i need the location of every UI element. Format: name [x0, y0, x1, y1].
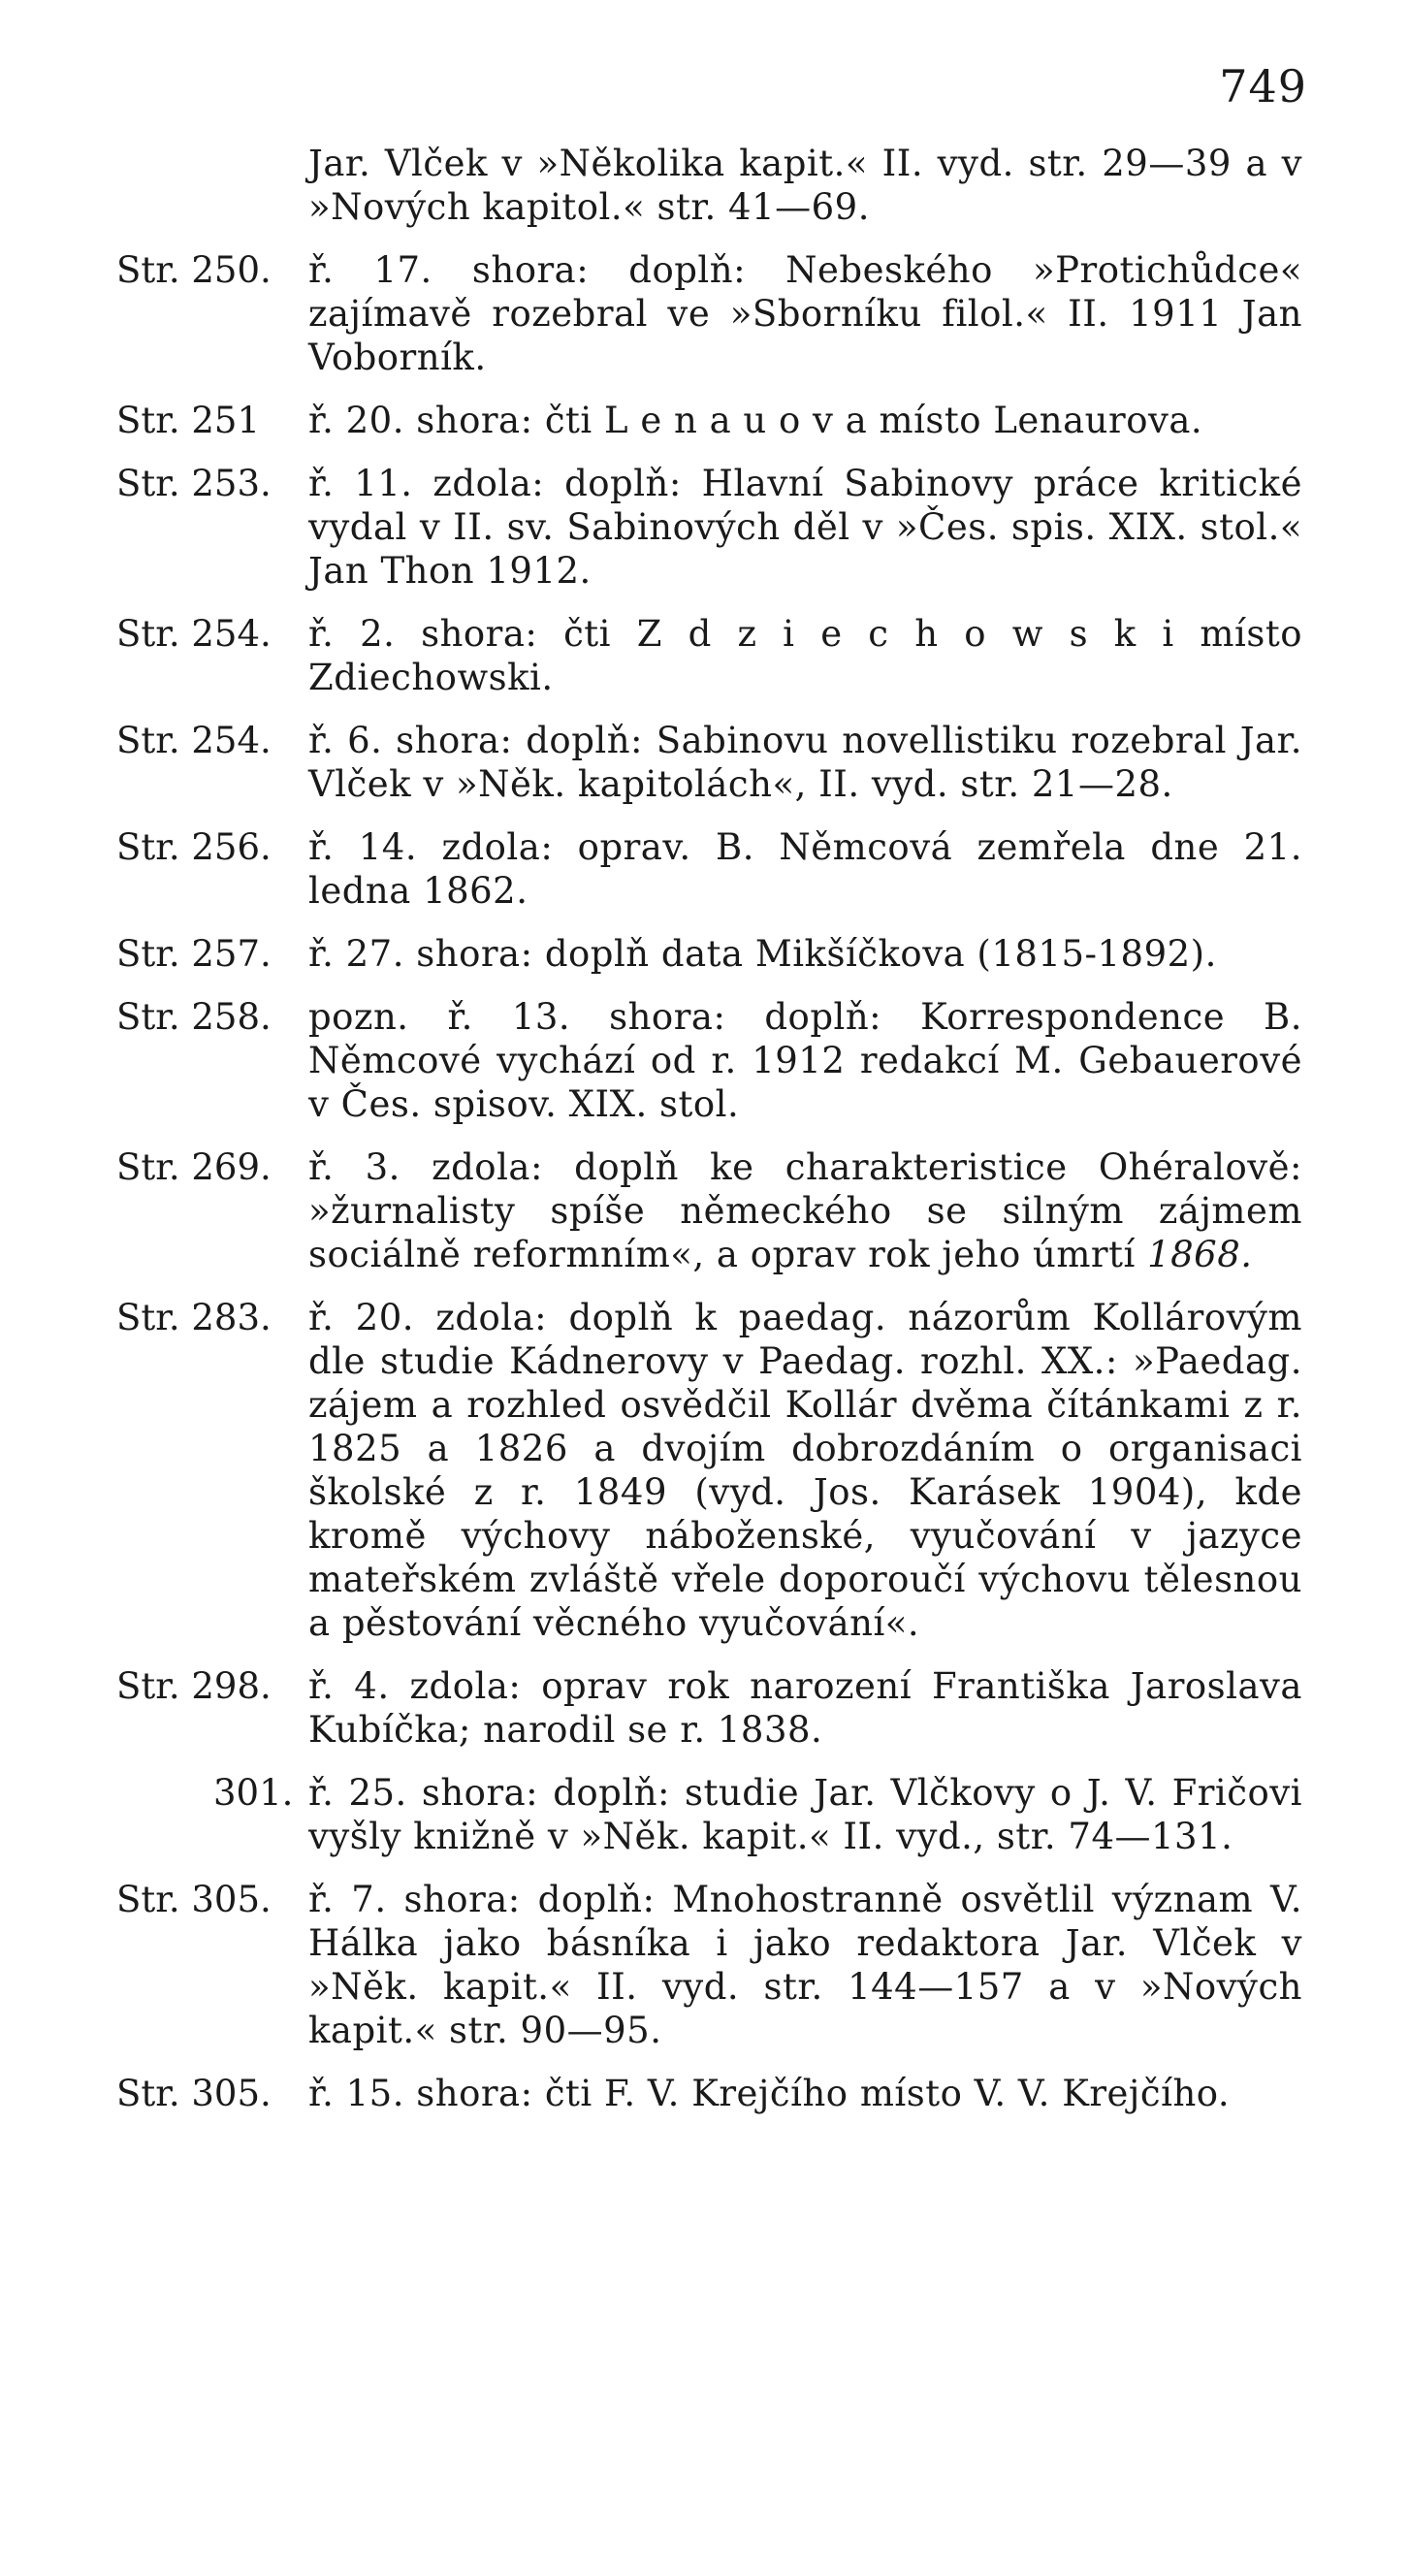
entry-label: Str. 254.	[116, 720, 272, 761]
errata-entry	[0, 719, 1409, 806]
errata-entry	[0, 1296, 1409, 1645]
errata-entry	[0, 399, 1409, 442]
entry-text: ř. 27. shora: doplň data Mikšíčkova (1815-1892).	[308, 933, 1217, 975]
entry-text	[308, 1145, 1302, 1276]
entry-label: Str. 305.	[116, 1879, 272, 1920]
entry-label: Str. 257.	[116, 933, 272, 975]
entry-label: Str. 250.	[116, 249, 272, 291]
entry-label: Str. 253.	[116, 463, 272, 504]
entry-label: Str. 254.	[116, 613, 272, 655]
entry-text: ř. 7. shora: doplň: Mnohostranně osvětlil význam V. Hálka jako básníka i jako redaktora Jar. Vlček v »Něk. kapit.« II. vyd. str. 144—157 a v »Nových kapit.« str. 90—95.	[308, 1879, 1302, 2051]
entry-label: Str. 305.	[116, 2073, 272, 2114]
entry-label: Str. 251	[116, 400, 260, 441]
page-number: 749	[1219, 60, 1307, 113]
errata-entry	[0, 2072, 1409, 2115]
entry-text: ř. 17. shora: doplň: Nebeského »Protichůdce« zajímavě rozebral ve »Sborníku filol.« II. 1911 Jan Voborník.	[308, 249, 1302, 378]
errata-entry	[0, 1664, 1409, 1752]
errata-entry	[0, 248, 1409, 379]
errata-list	[0, 142, 1409, 2135]
entry-label: Str. 298.	[116, 1665, 272, 1707]
errata-entry	[0, 1145, 1409, 1276]
entry-label: Str. 258.	[116, 996, 272, 1038]
entry-label: 301.	[213, 1772, 294, 1814]
entry-label: Str. 269.	[116, 1146, 272, 1188]
errata-entry	[0, 462, 1409, 593]
entry-text: ř. 11. zdola: doplň: Hlavní Sabinovy práce kritické vydal v II. sv. Sabinových děl v »Čes. spis. XIX. stol.« Jan Thon 1912.	[308, 463, 1302, 592]
entry-text: ř. 15. shora: čti F. V. Krejčího místo V. V. Krejčího.	[308, 2073, 1231, 2114]
entry-label: Str. 283.	[116, 1297, 272, 1338]
entry-text-main: ř. 3. zdola: doplň ke charakteristice Ohéralově: »žurnalisty spíše německého se silným zájmem sociálně reformním«, a oprav rok jeho úmrtí	[308, 1146, 1302, 1275]
entry-label: Str. 256.	[116, 826, 272, 868]
entry-text-italic-year: 1868.	[1147, 1234, 1253, 1275]
entry-text: ř. 6. shora: doplň: Sabinovu novellistiku rozebral Jar. Vlček v »Něk. kapitolách«, II. vyd. str. 21—28.	[308, 720, 1302, 805]
errata-entry	[0, 1878, 1409, 2052]
entry-text: ř. 20. shora: čti L e n a u o v a místo Lenaurova.	[308, 400, 1203, 441]
entry-text: ř. 2. shora: čti Z d z i e c h o w s k i místo Zdiechowski.	[308, 613, 1302, 698]
errata-entry	[0, 932, 1409, 976]
errata-entry	[0, 1771, 1409, 1858]
entry-text: ř. 20. zdola: doplň k paedag. názorům Kollárovým dle studie Kádnerovy v Paedag. rozhl. XX.: »Paedag. zájem a rozhled osvědčil Kollár dvěma čítánkami z r. 1825 a 1826 a dvojím dobrozdáním o organisaci školské z r. 1849 (vyd. Jos. Karásek 1904), kde kromě výchovy náboženské, vyučování v jazyce mateřském zvláště vřele doporoučí výchovu tělesnou a pěstování věcného vyučování«.	[308, 1297, 1302, 1644]
errata-entry	[0, 142, 1409, 229]
entry-text: ř. 4. zdola: oprav rok narození Františka Jaroslava Kubíčka; narodil se r. 1838.	[308, 1665, 1302, 1751]
entry-text: pozn. ř. 13. shora: doplň: Korrespondence B. Němcové vychází od r. 1912 redakcí M. Gebauerové v Čes. spisov. XIX. stol.	[308, 996, 1302, 1125]
errata-entry	[0, 612, 1409, 699]
errata-entry	[0, 995, 1409, 1126]
entry-text: Jar. Vlček v »Několika kapit.« II. vyd. str. 29—39 a v »Nových kapitol.« str. 41—69.	[308, 143, 1302, 228]
entry-text: ř. 14. zdola: oprav. B. Němcová zemřela dne 21. ledna 1862.	[308, 826, 1302, 912]
errata-entry	[0, 825, 1409, 913]
entry-text: ř. 25. shora: doplň: studie Jar. Vlčkovy o J. V. Fričovi vyšly knižně v »Něk. kapit.« II. vyd., str. 74—131.	[308, 1772, 1302, 1857]
